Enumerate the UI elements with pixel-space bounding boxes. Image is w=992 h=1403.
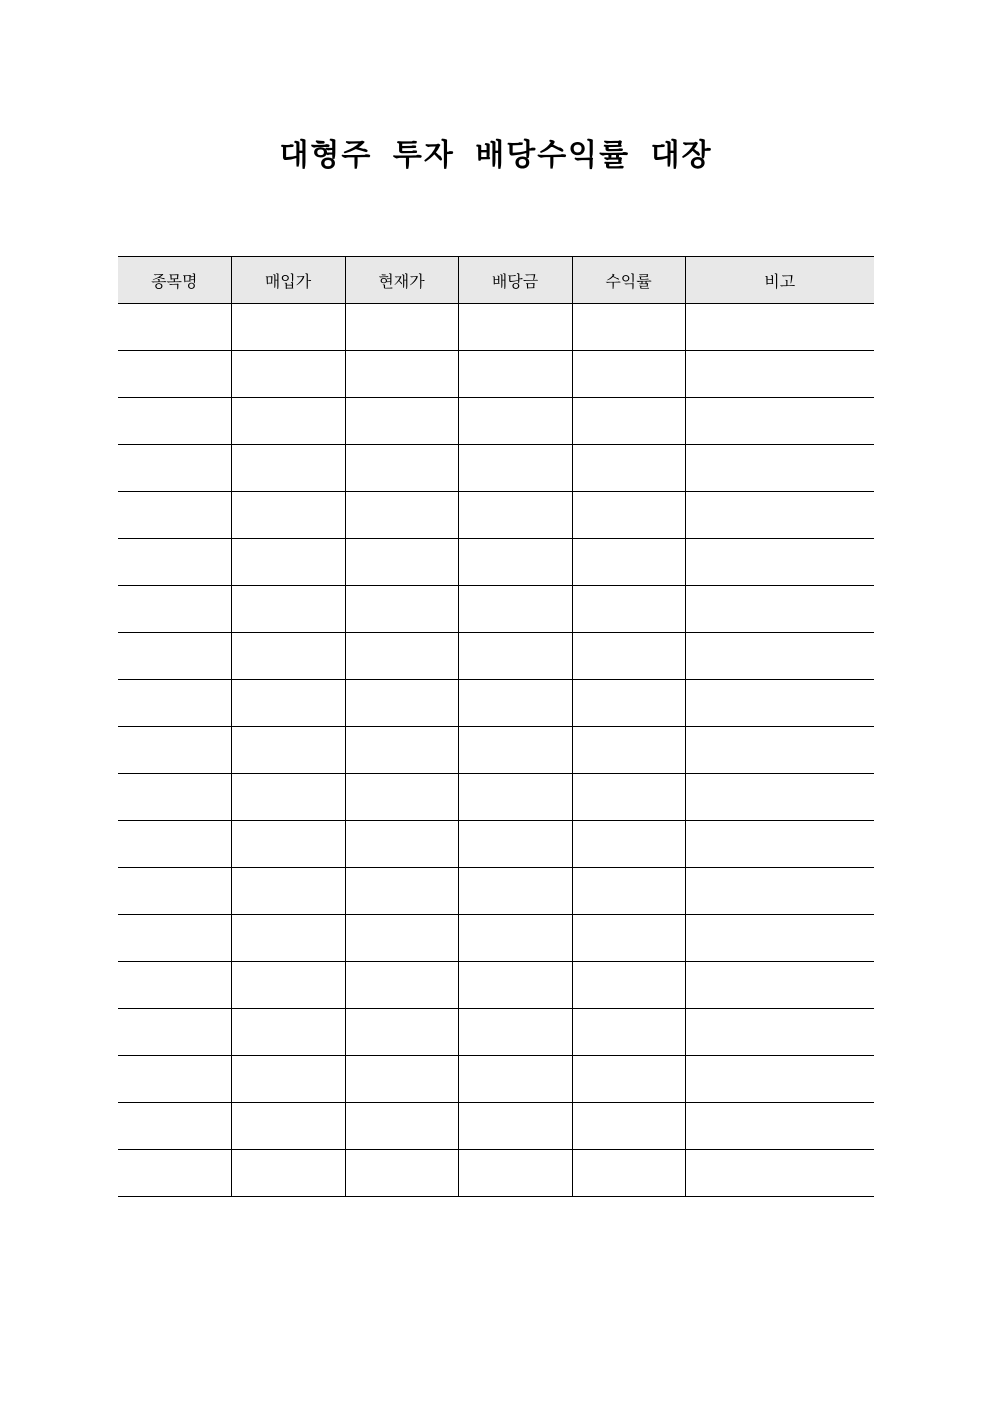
dividend-cell[interactable] xyxy=(458,915,572,962)
yield-cell[interactable] xyxy=(572,1103,685,1150)
dividend-cell[interactable] xyxy=(458,1056,572,1103)
purchase-price-cell[interactable] xyxy=(231,492,345,539)
table-row xyxy=(118,398,874,445)
yield-cell[interactable] xyxy=(572,915,685,962)
purchase-price-cell[interactable] xyxy=(231,1150,345,1197)
table-row xyxy=(118,492,874,539)
remarks-cell[interactable] xyxy=(685,821,874,868)
purchase-price-cell[interactable] xyxy=(231,1056,345,1103)
stock-name-cell[interactable] xyxy=(118,492,231,539)
purchase-price-cell[interactable] xyxy=(231,727,345,774)
yield-cell[interactable] xyxy=(572,868,685,915)
header-purchase-price: 매입가 xyxy=(231,257,345,304)
purchase-price-cell[interactable] xyxy=(231,586,345,633)
yield-cell[interactable] xyxy=(572,492,685,539)
table-row xyxy=(118,539,874,586)
yield-cell[interactable] xyxy=(572,1150,685,1197)
purchase-price-cell[interactable] xyxy=(231,962,345,1009)
dividend-cell[interactable] xyxy=(458,727,572,774)
stock-name-cell[interactable] xyxy=(118,1150,231,1197)
remarks-cell[interactable] xyxy=(685,539,874,586)
purchase-price-cell[interactable] xyxy=(231,539,345,586)
dividend-cell[interactable] xyxy=(458,304,572,351)
table-row xyxy=(118,586,874,633)
dividend-cell[interactable] xyxy=(458,821,572,868)
purchase-price-cell[interactable] xyxy=(231,633,345,680)
table-row xyxy=(118,351,874,398)
purchase-price-cell[interactable] xyxy=(231,1103,345,1150)
dividend-cell[interactable] xyxy=(458,351,572,398)
yield-cell[interactable] xyxy=(572,445,685,492)
dividend-cell[interactable] xyxy=(458,539,572,586)
yield-cell[interactable] xyxy=(572,821,685,868)
yield-cell[interactable] xyxy=(572,351,685,398)
current-price-cell[interactable] xyxy=(345,492,458,539)
dividend-cell[interactable] xyxy=(458,962,572,1009)
remarks-cell[interactable] xyxy=(685,633,874,680)
table-header-row xyxy=(118,257,874,304)
current-price-cell[interactable] xyxy=(345,1150,458,1197)
header-dividend: 배당금 xyxy=(458,257,572,304)
table-row xyxy=(118,1150,874,1197)
current-price-cell[interactable] xyxy=(345,633,458,680)
yield-cell[interactable] xyxy=(572,1009,685,1056)
remarks-cell[interactable] xyxy=(685,1056,874,1103)
purchase-price-cell[interactable] xyxy=(231,868,345,915)
current-price-cell[interactable] xyxy=(345,727,458,774)
stock-name-cell[interactable] xyxy=(118,1009,231,1056)
yield-cell[interactable] xyxy=(572,680,685,727)
stock-name-cell[interactable] xyxy=(118,1056,231,1103)
table-row xyxy=(118,727,874,774)
purchase-price-cell[interactable] xyxy=(231,680,345,727)
current-price-cell[interactable] xyxy=(345,915,458,962)
page-title: 대형주 투자 배당수익률 대장 xyxy=(279,138,713,173)
table-row xyxy=(118,1056,874,1103)
stock-name-cell[interactable] xyxy=(118,821,231,868)
remarks-cell[interactable] xyxy=(685,1103,874,1150)
dividend-cell[interactable] xyxy=(458,680,572,727)
yield-cell[interactable] xyxy=(572,633,685,680)
dividend-cell[interactable] xyxy=(458,774,572,821)
remarks-cell[interactable] xyxy=(685,915,874,962)
remarks-cell[interactable] xyxy=(685,586,874,633)
current-price-cell[interactable] xyxy=(345,868,458,915)
current-price-cell[interactable] xyxy=(345,445,458,492)
remarks-cell[interactable] xyxy=(685,962,874,1009)
remarks-cell[interactable] xyxy=(685,398,874,445)
current-price-cell[interactable] xyxy=(345,304,458,351)
dividend-cell[interactable] xyxy=(458,1103,572,1150)
dividend-ledger-table xyxy=(118,256,874,1197)
table-row xyxy=(118,680,874,727)
remarks-cell[interactable] xyxy=(685,351,874,398)
table-row xyxy=(118,915,874,962)
header-stock-name: 종목명 xyxy=(118,257,231,304)
remarks-cell[interactable] xyxy=(685,1009,874,1056)
stock-name-cell[interactable] xyxy=(118,398,231,445)
current-price-cell[interactable] xyxy=(345,539,458,586)
yield-cell[interactable] xyxy=(572,727,685,774)
purchase-price-cell[interactable] xyxy=(231,445,345,492)
stock-name-cell[interactable] xyxy=(118,586,231,633)
purchase-price-cell[interactable] xyxy=(231,304,345,351)
current-price-cell[interactable] xyxy=(345,1056,458,1103)
stock-name-cell[interactable] xyxy=(118,727,231,774)
stock-name-cell[interactable] xyxy=(118,1103,231,1150)
dividend-cell[interactable] xyxy=(458,868,572,915)
header-remarks: 비고 xyxy=(685,257,874,304)
yield-cell[interactable] xyxy=(572,1056,685,1103)
dividend-cell[interactable] xyxy=(458,633,572,680)
purchase-price-cell[interactable] xyxy=(231,774,345,821)
purchase-price-cell[interactable] xyxy=(231,398,345,445)
yield-cell[interactable] xyxy=(572,774,685,821)
purchase-price-cell[interactable] xyxy=(231,1009,345,1056)
stock-name-cell[interactable] xyxy=(118,445,231,492)
remarks-cell[interactable] xyxy=(685,304,874,351)
current-price-cell[interactable] xyxy=(345,586,458,633)
stock-name-cell[interactable] xyxy=(118,868,231,915)
dividend-cell[interactable] xyxy=(458,586,572,633)
yield-cell[interactable] xyxy=(572,304,685,351)
stock-name-cell[interactable] xyxy=(118,304,231,351)
table-row xyxy=(118,821,874,868)
yield-cell[interactable] xyxy=(572,962,685,1009)
table-row xyxy=(118,962,874,1009)
current-price-cell[interactable] xyxy=(345,774,458,821)
remarks-cell[interactable] xyxy=(685,445,874,492)
stock-name-cell[interactable] xyxy=(118,962,231,1009)
table-row xyxy=(118,633,874,680)
stock-name-cell[interactable] xyxy=(118,633,231,680)
remarks-cell[interactable] xyxy=(685,680,874,727)
stock-name-cell[interactable] xyxy=(118,539,231,586)
yield-cell[interactable] xyxy=(572,586,685,633)
current-price-cell[interactable] xyxy=(345,821,458,868)
stock-name-cell[interactable] xyxy=(118,351,231,398)
yield-cell[interactable] xyxy=(572,539,685,586)
table-row xyxy=(118,1103,874,1150)
remarks-cell[interactable] xyxy=(685,492,874,539)
table-row xyxy=(118,774,874,821)
current-price-cell[interactable] xyxy=(345,1009,458,1056)
remarks-cell[interactable] xyxy=(685,1150,874,1197)
current-price-cell[interactable] xyxy=(345,398,458,445)
dividend-cell[interactable] xyxy=(458,492,572,539)
table-row xyxy=(118,304,874,351)
header-current-price: 현재가 xyxy=(345,257,458,304)
purchase-price-cell[interactable] xyxy=(231,915,345,962)
dividend-cell[interactable] xyxy=(458,398,572,445)
header-yield: 수익률 xyxy=(572,257,685,304)
current-price-cell[interactable] xyxy=(345,680,458,727)
remarks-cell[interactable] xyxy=(685,868,874,915)
stock-name-cell[interactable] xyxy=(118,915,231,962)
current-price-cell[interactable] xyxy=(345,351,458,398)
dividend-cell[interactable] xyxy=(458,1150,572,1197)
remarks-cell[interactable] xyxy=(685,727,874,774)
stock-name-cell[interactable] xyxy=(118,774,231,821)
current-price-cell[interactable] xyxy=(345,962,458,1009)
current-price-cell[interactable] xyxy=(345,1103,458,1150)
remarks-cell[interactable] xyxy=(685,774,874,821)
yield-cell[interactable] xyxy=(572,398,685,445)
table-row xyxy=(118,1009,874,1056)
table-row xyxy=(118,445,874,492)
purchase-price-cell[interactable] xyxy=(231,351,345,398)
table-row xyxy=(118,868,874,915)
dividend-cell[interactable] xyxy=(458,445,572,492)
dividend-cell[interactable] xyxy=(458,1009,572,1056)
table-body xyxy=(118,304,874,1197)
stock-name-cell[interactable] xyxy=(118,680,231,727)
purchase-price-cell[interactable] xyxy=(231,821,345,868)
